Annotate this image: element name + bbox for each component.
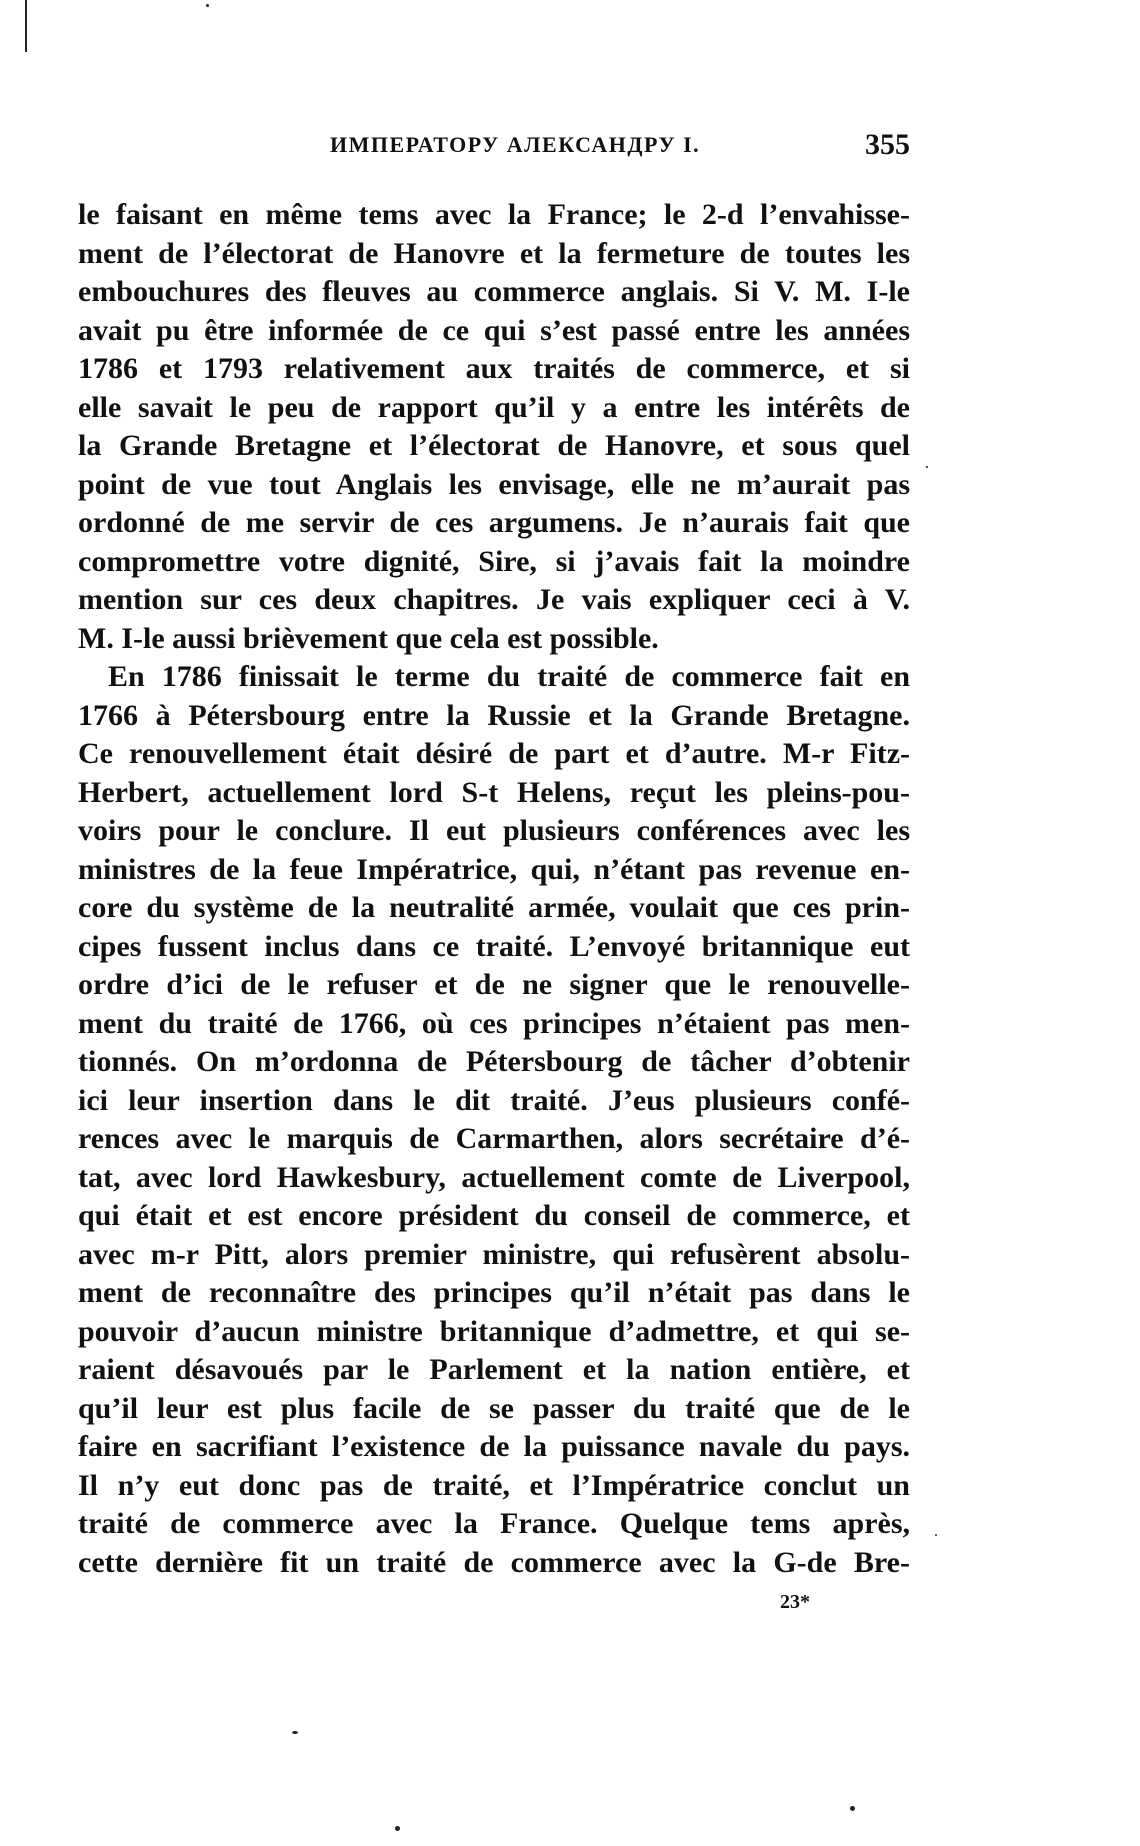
text-line: compromettre votre dignité, Sire, si j’avais fait la moindre [78, 544, 910, 578]
text-line: Ce renouvellement était désiré de part et d’autre. M-r Fitz- [78, 737, 910, 770]
paragraph-end-line: M. I-le aussi brièvement que cela est possible. [78, 621, 659, 655]
text-line: ministres de la feue Impératrice, qui, n’étant pas revenue en- [78, 852, 910, 886]
text-line: ment du traité de 1766, où ces principes n’étaient pas men- [78, 1006, 910, 1040]
text-line: point de vue tout Anglais les envisage, elle ne m’aurait pas [78, 467, 910, 501]
text-line: mention sur ces deux chapitres. Je vais expliquer ceci à V. [78, 583, 910, 616]
paragraph-start-line: En 1786 finissait le terme du traité de commerce fait en [108, 660, 910, 693]
text-line: 1786 et 1793 relativement aux traités de commerce, et si [78, 352, 910, 385]
text-line: le faisant en même tems avec la France; le 2-d l’envahisse- [78, 198, 910, 231]
text-line: ici leur insertion dans le dit traité. J’eus plusieurs confé- [78, 1083, 910, 1117]
text-line: la Grande Bretagne et l’électorat de Hanovre, et sous quel [78, 429, 910, 462]
text-line: Il n’y eut donc pas de traité, et l’Impératrice conclut un [78, 1468, 910, 1502]
scan-dot [292, 1731, 298, 1734]
text-line: core du système de la neutralité armée, voulait que ces prin- [78, 891, 910, 924]
text-line: faire en sacrifiant l’existence de la puissance navale du pays. [78, 1430, 910, 1463]
page-header [80, 128, 910, 168]
text-line: rences avec le marquis de Carmarthen, alors secrétaire d’é- [78, 1122, 910, 1155]
text-line: pouvoir d’aucun ministre britannique d’admettre, et qui se- [78, 1314, 910, 1348]
text-line: traité de commerce avec la France. Quelque tems après, [78, 1507, 910, 1540]
text-line: tat, avec lord Hawkesbury, actuellement comte de Liverpool, [78, 1160, 910, 1194]
scan-dot [206, 4, 209, 7]
page-number: 355 [865, 128, 910, 161]
scan-dot [935, 1534, 937, 1536]
text-line: raient désavoués par le Parlement et la nation entière, et [78, 1353, 910, 1386]
text-line: Herbert, actuellement lord S-t Helens, reçut les pleins-pou- [78, 775, 910, 809]
text-line: tionnés. On m’ordonna de Pétersbourg de tâcher d’obtenir [78, 1045, 910, 1078]
text-line: voirs pour le conclure. Il eut plusieurs conférences avec les [78, 814, 910, 847]
text-line: elle savait le peu de rapport qu’il y a entre les intérêts de [78, 390, 910, 424]
scan-dot [926, 466, 928, 468]
text-line: ordonné de me servir de ces argumens. Je n’aurais fait que [78, 506, 910, 539]
text-line: cipes fussent inclus dans ce traité. L’envoyé britannique eut [78, 929, 910, 963]
scan-dot [395, 1826, 400, 1831]
signature-mark: 23* [780, 1591, 810, 1613]
running-head: ИМПЕРАТОРУ АЛЕКСАНДРУ I. [330, 132, 701, 157]
scan-dot [850, 1806, 855, 1811]
text-line: ment de reconnaître des principes qu’il n’était pas dans le [78, 1276, 910, 1309]
text-line: 1766 à Pétersbourg entre la Russie et la Grande Bretagne. [78, 698, 910, 732]
text-line: ment de l’électorat de Hanovre et la fermeture de toutes les [78, 236, 910, 270]
text-line: embouchures des fleuves au commerce anglais. Si V. M. I-le [78, 275, 910, 308]
text-line: ordre d’ici de le refuser et de ne signer que le renouvelle- [78, 968, 910, 1001]
text-line: qu’il leur est plus facile de se passer du traité que de le [78, 1391, 910, 1425]
body-text [78, 196, 910, 1582]
scan-margin-line [25, 0, 27, 52]
text-line: qui était et est encore président du conseil de commerce, et [78, 1199, 910, 1232]
text-line: cette dernière fit un traité de commerce avec la G-de Bre- [78, 1545, 910, 1579]
text-line: avait pu être informée de ce qui s’est passé entre les années [78, 313, 910, 347]
text-line: avec m-r Pitt, alors premier ministre, qui refusèrent absolu- [78, 1237, 910, 1271]
